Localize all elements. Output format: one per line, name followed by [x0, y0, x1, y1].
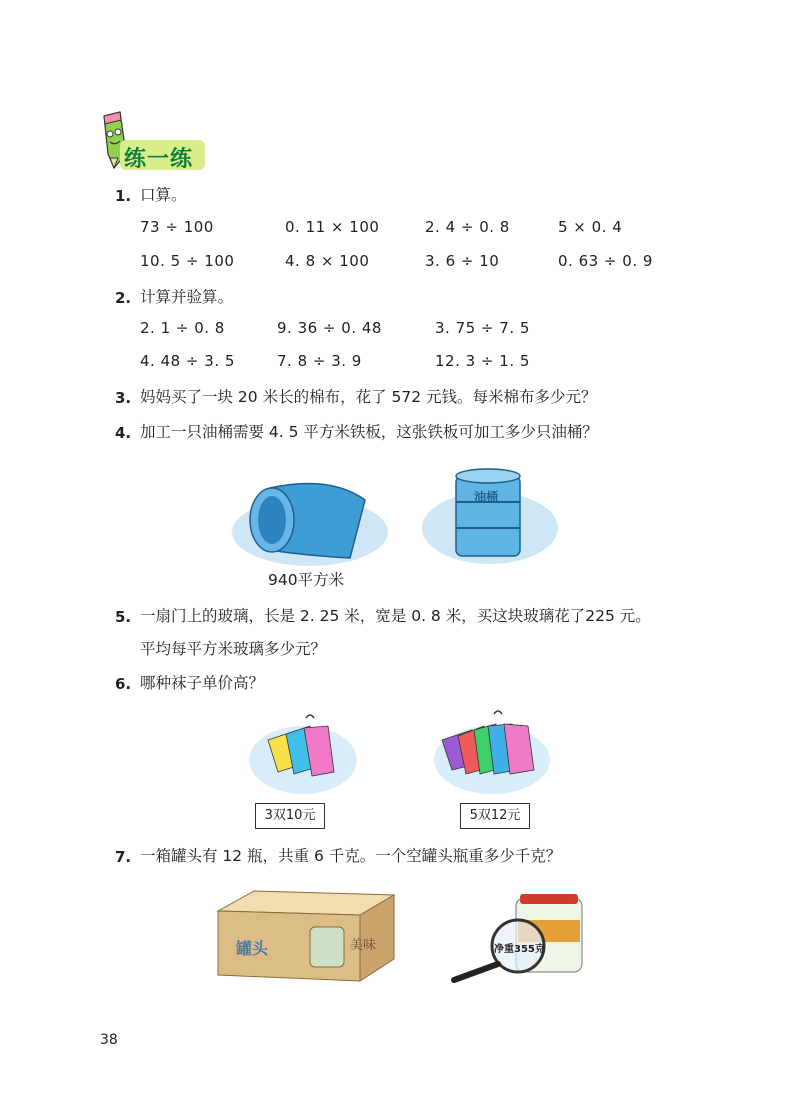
problem-6-number: 6. [115, 675, 132, 693]
sheet-area-caption: 940平方米 [268, 571, 345, 589]
problem-1-item: 0. 63 ÷ 0. 9 [558, 252, 653, 270]
problem-2-item: 12. 3 ÷ 1. 5 [435, 352, 530, 370]
problem-7-text: 一箱罐头有 12 瓶，共重 6 千克。一个空罐头瓶重多少千克？ [140, 847, 562, 865]
problem-2-item: 2. 1 ÷ 0. 8 [140, 319, 225, 337]
problem-4-number: 4. [115, 424, 132, 442]
page-number: 38 [100, 1032, 118, 1048]
problem-1-item: 5 × 0. 4 [558, 218, 623, 236]
problem-5-text-continued: 平均每平方米玻璃多少元？ [140, 640, 327, 658]
price-tag-3-pairs [255, 803, 325, 829]
socks-3-pairs-illustration [248, 710, 358, 795]
problem-4-text: 加工一只油桶需要 4. 5 平方米铁板，这张铁板可加工多少只油桶？ [140, 423, 598, 441]
price-tag-5-pairs-label: 5双12元 [469, 808, 521, 823]
problem-5-number: 5. [115, 608, 132, 626]
problem-1-number: 1. [115, 187, 132, 205]
problem-2-number: 2. [115, 289, 132, 307]
problem-1-item: 2. 4 ÷ 0. 8 [425, 218, 510, 236]
problem-2-text: 计算并验算。 [140, 288, 234, 306]
problem-1-item: 10. 5 ÷ 100 [140, 252, 235, 270]
socks-5-pairs-illustration [432, 708, 552, 798]
problem-5-text: 一扇门上的玻璃，长是 2. 25 米，宽是 0. 8 米，买这块玻璃花了225 元。 [140, 607, 651, 625]
jar-with-magnifier-illustration [446, 890, 596, 985]
problem-3-text: 妈妈买了一块 20 米长的棉布，花了 572 元钱。每米棉布多少元？ [140, 388, 597, 406]
price-tag-3-pairs-label: 3双10元 [264, 808, 316, 823]
problem-7-number: 7. [115, 848, 132, 866]
problem-1-item: 3. 6 ÷ 10 [425, 252, 500, 270]
header-title: 练一练 [124, 147, 194, 172]
problem-1-item: 0. 11 × 100 [285, 218, 380, 236]
problem-2-item: 4. 48 ÷ 3. 5 [140, 352, 235, 370]
problem-1-item: 4. 8 × 100 [285, 252, 370, 270]
problem-6-text: 哪种袜子单价高？ [140, 674, 265, 692]
exercise-header [90, 110, 210, 172]
price-tag-5-pairs [460, 803, 530, 829]
box-label-canned-food: 罐头 [236, 939, 269, 958]
problem-3-number: 3. [115, 389, 132, 407]
problem-2-item: 3. 75 ÷ 7. 5 [435, 319, 530, 337]
net-weight-label: 净重355克 [494, 944, 545, 955]
problem-1-item: 73 ÷ 100 [140, 218, 214, 236]
problem-2-item: 9. 36 ÷ 0. 48 [277, 319, 382, 337]
problem-2-item: 7. 8 ÷ 3. 9 [277, 352, 362, 370]
box-label-delicious: 美味 [350, 938, 377, 953]
steel-sheet-roll-illustration [230, 470, 390, 570]
oil-barrel-illustration [420, 466, 560, 566]
barrel-label: 油桶 [474, 490, 499, 504]
problem-1-text: 口算。 [140, 186, 187, 204]
